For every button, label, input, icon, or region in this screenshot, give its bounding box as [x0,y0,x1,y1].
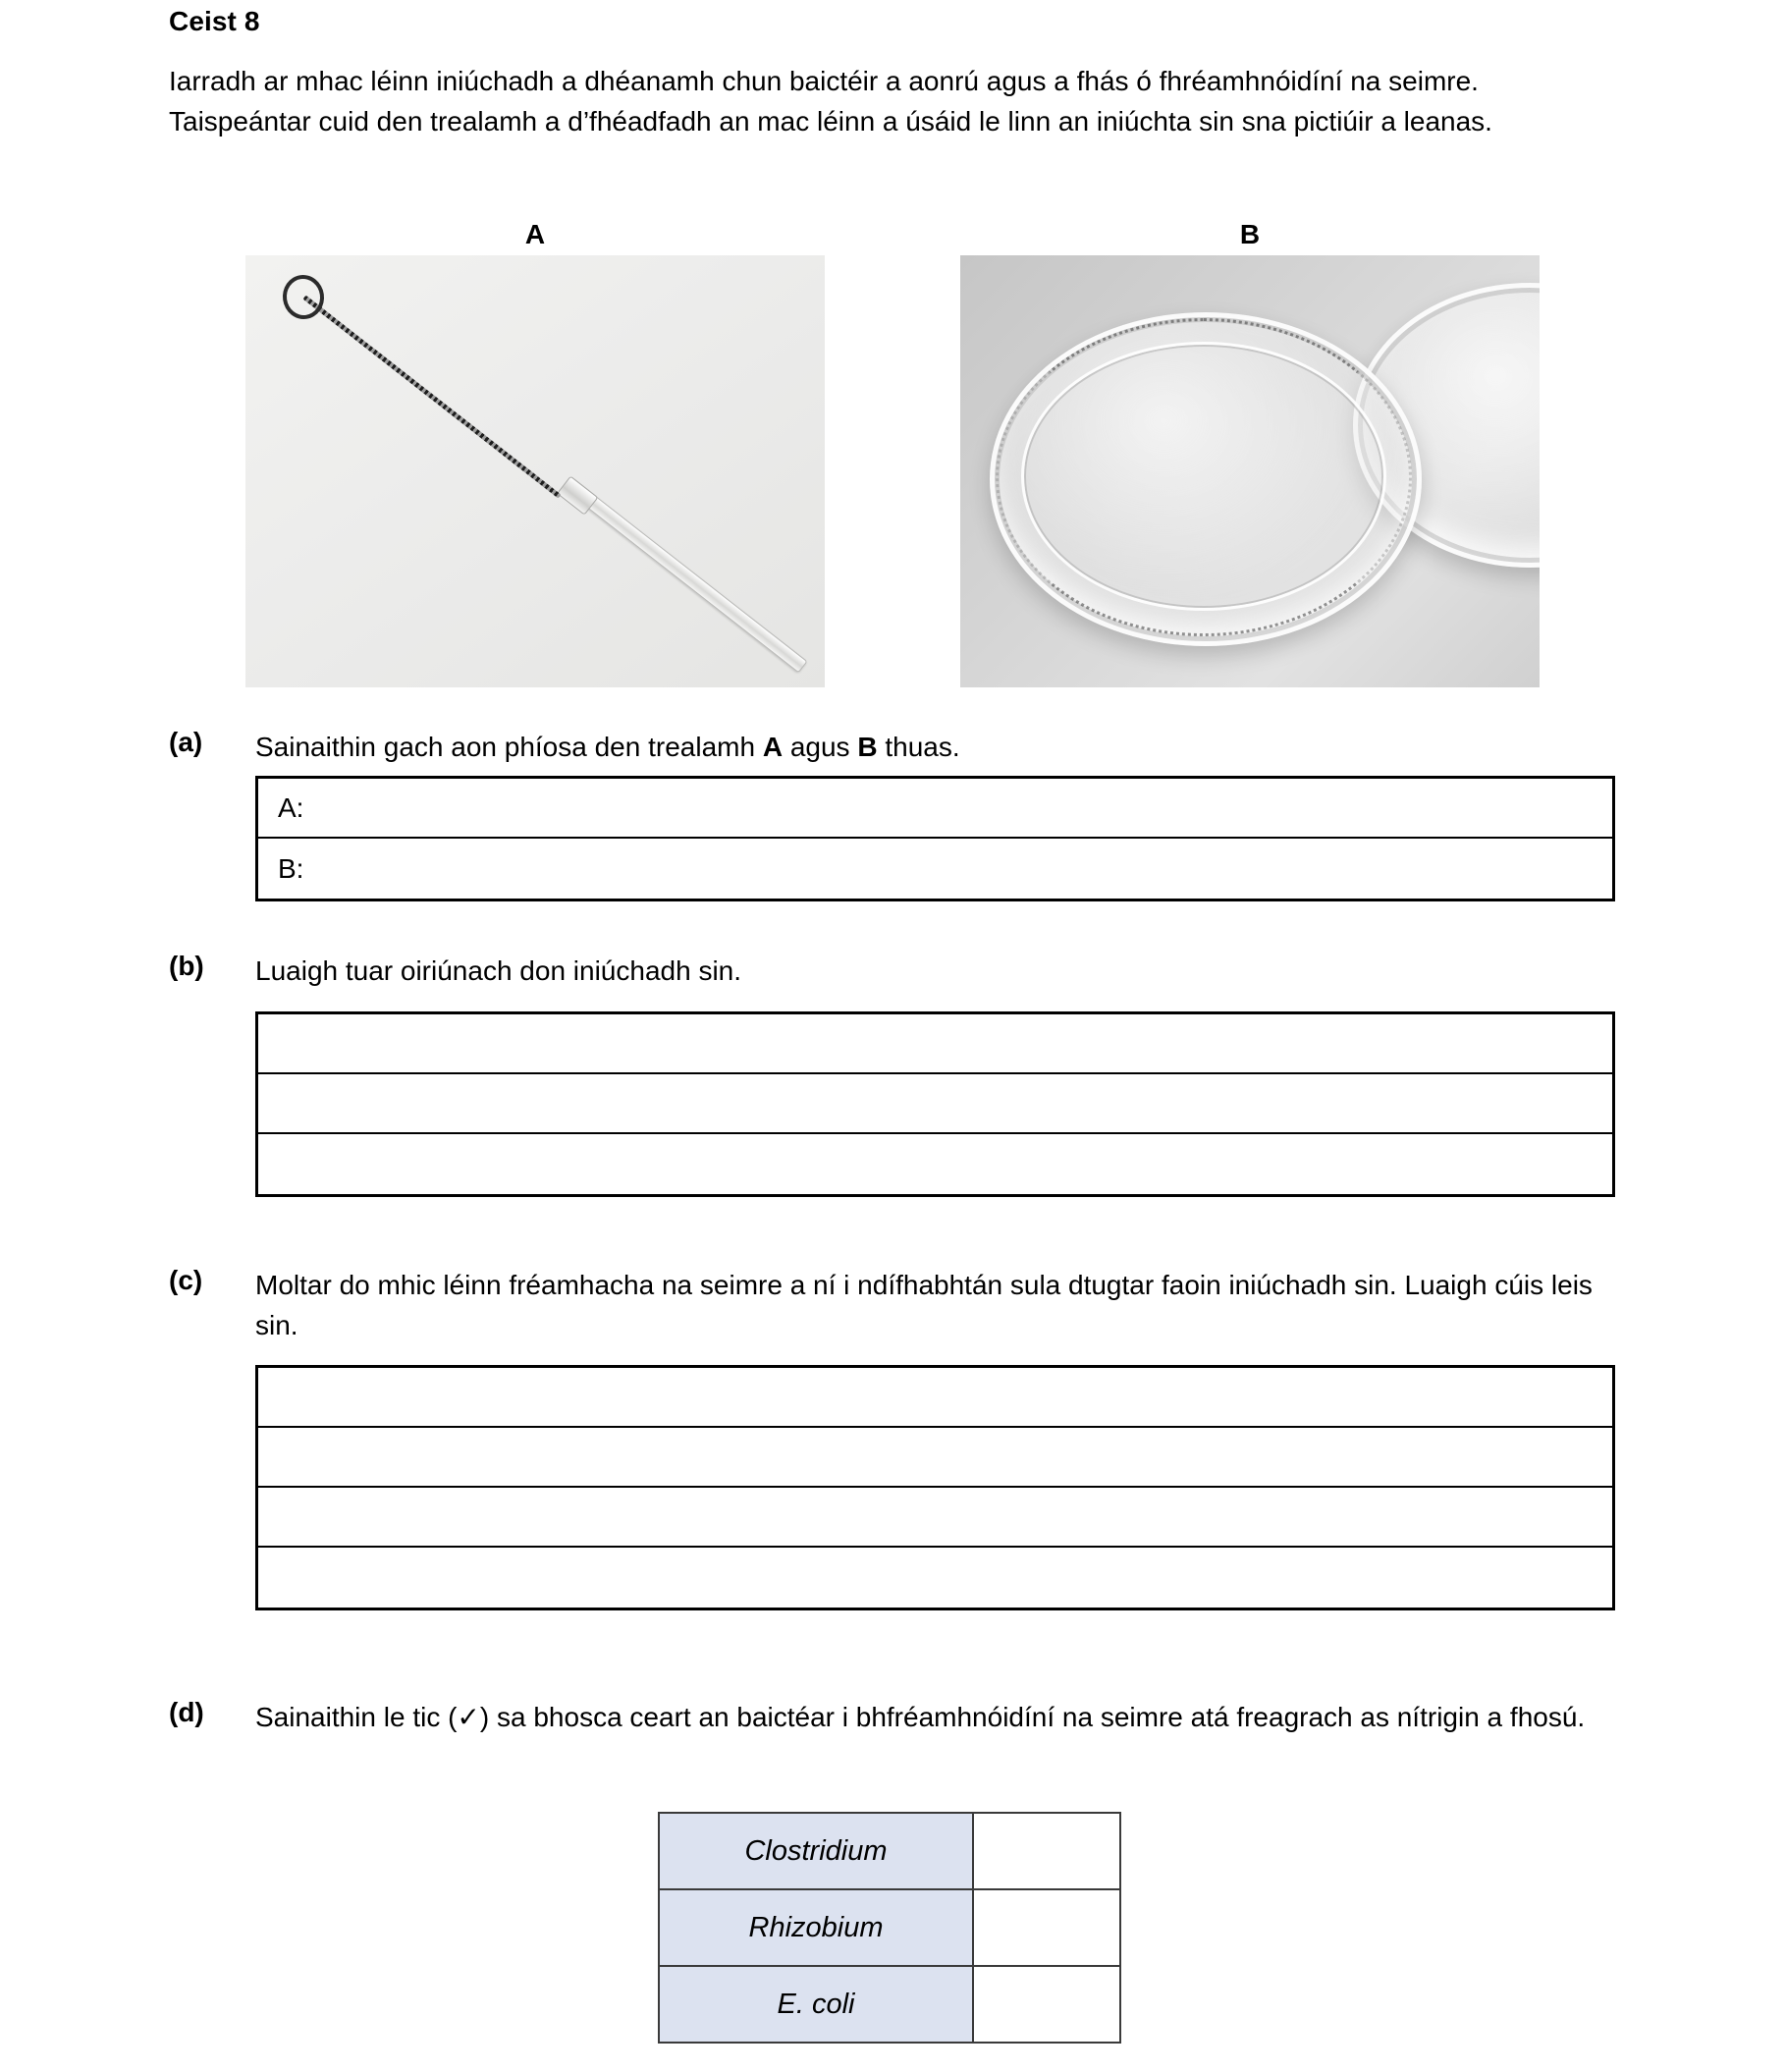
table-row [659,1966,1120,2043]
figure-b-label: B [1239,219,1261,249]
part-a-answer-box[interactable] [255,776,1615,901]
table-row [659,1813,1120,1889]
part-c-answer-line-3[interactable] [258,1488,1612,1548]
part-b-text: Luaigh tuar oiriúnach don iniúchadh sin. [255,955,742,986]
petri-dish-inner-ring-icon [1021,342,1386,611]
part-a-answer-line-a[interactable]: A: [258,779,1612,839]
question-intro-text: Iarradh ar mhac léinn iniúchadh a dhéanamh chun baictéir a aonrú agus a fhás ó fhréamhnóidíní na seimre. Taispeántar cuid den trealamh a d’fhéadfadh an mac léinn a úsáid le linn an iniúchta sin sna pictiúir a leanas. [169,66,1492,136]
figure-a [245,218,825,687]
part-a-answer-line-b[interactable]: B: [278,852,304,884]
part-b-answer-line-2[interactable] [258,1074,1612,1134]
inoculating-loop-image [245,255,825,687]
bacteria-tick-table [658,1812,1121,2044]
tick-checkbox-rhizobium[interactable] [973,1889,1120,1966]
tick-checkbox-clostridium[interactable] [973,1813,1120,1889]
part-c-answer-line-4[interactable] [258,1548,1612,1608]
part-b-answer-box[interactable] [255,1011,1615,1197]
part-c-answer-line-2[interactable] [258,1428,1612,1488]
figure-b [960,218,1540,687]
figure-a-label: A [524,219,546,249]
part-b-answer-line-1[interactable] [258,1014,1612,1074]
part-a-letter: (a) [169,727,203,757]
bacteria-name-clostridium: Clostridium [659,1813,973,1889]
part-a-text [255,727,1620,767]
part-c-text: Moltar do mhic léinn fréamhacha na seimre a ní i ndífhabhtán sula dtugtar faoin iniúchadh sin. Luaigh cúis leis sin. [255,1270,1593,1340]
part-a-bold-b: B [857,732,878,762]
part-b-answer-line-3[interactable] [258,1134,1612,1194]
part-a-text-1: Sainaithin gach aon phíosa den trealamh [255,732,763,762]
part-b-letter: (b) [169,951,204,981]
page-title: Ceist 8 [169,6,260,36]
part-d-letter: (d) [169,1697,204,1727]
part-d-text: Sainaithin le tic (✓) sa bhosca ceart an baictéar i bhfréamhnóidíní na seimre atá freagrach as nítrigin a fhosú. [255,1702,1586,1732]
part-c-letter: (c) [169,1265,203,1295]
part-a-text-2: agus [783,732,858,762]
bacteria-name-rhizobium: Rhizobium [659,1889,973,1966]
bacteria-name-ecoli: E. coli [659,1966,973,2043]
petri-dish-image [960,255,1540,687]
part-a-text-3: thuas. [877,732,960,762]
part-c-answer-box[interactable] [255,1365,1615,1610]
part-a-bold-a: A [762,732,784,762]
figure-row [169,218,1612,689]
table-row [659,1889,1120,1966]
tick-checkbox-ecoli[interactable] [973,1966,1120,2043]
part-c-answer-line-1[interactable] [258,1368,1612,1428]
